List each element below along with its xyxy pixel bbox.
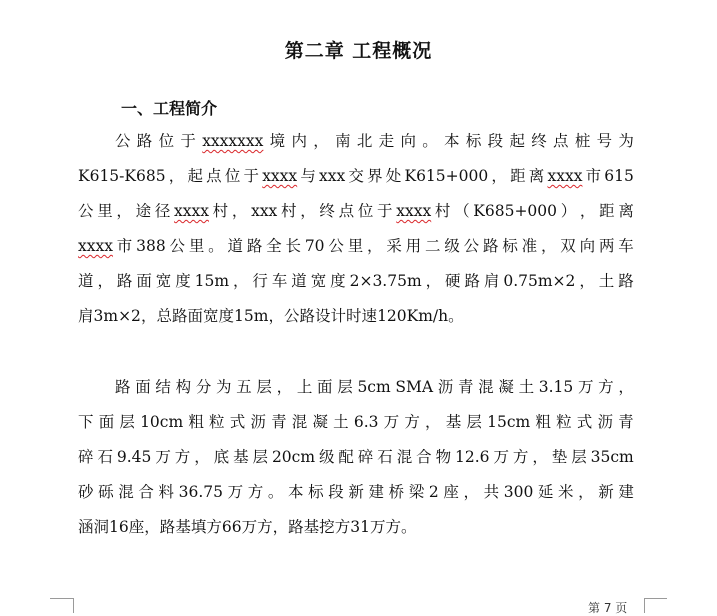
paragraph-line: 肩 3m×2 ， 总 路 面 宽 度 15m ， 公 路 设 计 时 速 120Km/h 。 <box>78 307 464 325</box>
spellcheck-underlined-text: xxxx <box>262 167 298 185</box>
paragraph-line: 下 面 层 10cm 粗 粒 式 沥 青 混 凝 土 6.3 万 方 ， 基 层 15cm 粗 粒 式 沥 青 <box>78 413 634 431</box>
paragraph-pavement-structure <box>78 370 634 545</box>
spellcheck-underlined-text: xxxxxxx <box>202 132 264 150</box>
page-corner-mark-right <box>644 598 667 613</box>
spellcheck-underlined-text: xxxx <box>396 202 432 220</box>
spellcheck-underlined-text: xxxx <box>174 202 209 220</box>
paragraph-line: 涵 洞 16 座 ， 路 基 填 方 66 万 方 ， 路 基 挖 方 31 万 方 。 <box>78 518 417 536</box>
paragraph-line: xxxx 市 388 公 里 。 道 路 全 长 70 公 里 ， 采 用 二 级 公 路 标 准 ， 双 向 两 车 <box>78 229 634 264</box>
paragraph-line: K615-K685 ， 起 点 位 于 xxxx 与 xxx 交 界 处 K615+000 ， 距 离 xxxx 市 615 <box>78 159 634 194</box>
paragraph-line: 道 ， 路 面 宽 度 15m ， 行 车 道 宽 度 2×3.75m ， 硬 路 肩 0.75m×2 ， 土 路 <box>78 272 634 290</box>
page-number: 第 7 页 <box>588 601 628 615</box>
section-heading: 一、工程简介 <box>121 99 218 118</box>
spellcheck-underlined-text: xxxx <box>78 237 113 255</box>
paragraph-line: 路 面 结 构 分 为 五 层 ， 上 面 层 5cm SMA 沥 青 混 凝 土 3.15 万 方 ， <box>115 378 634 396</box>
paragraph-line: 砂 砾 混 合 料 36.75 万 方 。 本 标 段 新 建 桥 梁 2 座 ， 共 300 延 米 ， 新 建 <box>78 483 634 501</box>
chapter-title: 第二章 工程概况 <box>284 40 433 62</box>
paragraph-line: 公 里 ， 途 径 xxxx 村 ， xxx 村 ， 终 点 位 于 xxxx 村 （ K685+000 ） ， 距 离 <box>78 194 634 229</box>
paragraph-line: 碎 石 9.45 万 方 ， 底 基 层 20cm 级 配 碎 石 混 合 物 12.6 万 方 ， 垫 层 35cm <box>78 448 634 466</box>
paragraph-line: 公 路 位 于 xxxxxxx 境 内 ， 南 北 走 向 。 本 标 段 起 终 点 桩 号 为 <box>78 124 634 159</box>
page-corner-mark-left <box>50 598 74 613</box>
spellcheck-underlined-text: xxxx <box>547 167 583 185</box>
paragraph-project-overview <box>78 124 634 334</box>
